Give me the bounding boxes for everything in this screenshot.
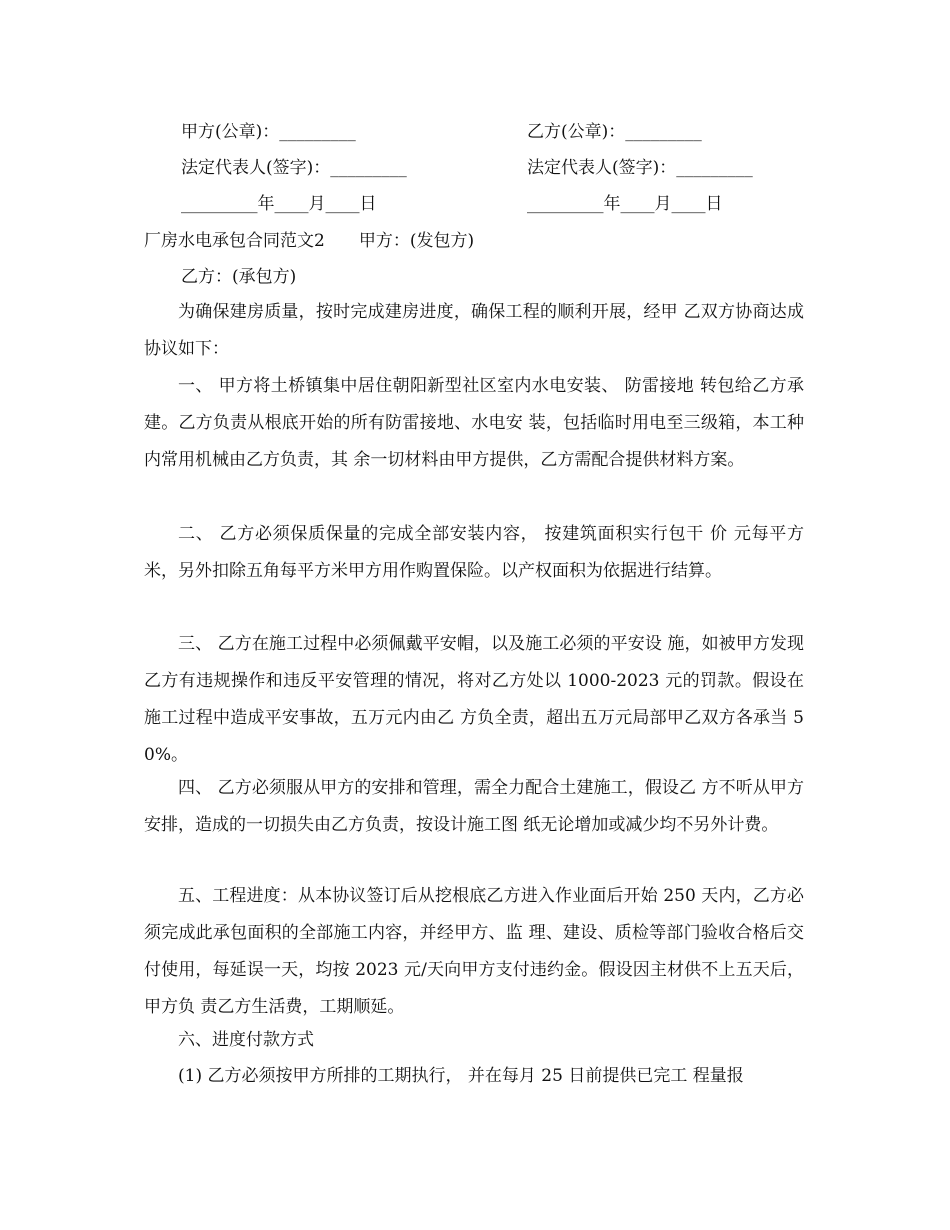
party-a-date: _________年____月____日 (181, 194, 377, 214)
party-a-seal: 甲方(公章)：_________ (181, 122, 356, 142)
party-a-representative: 法定代表人(签字)：_________ (181, 158, 407, 178)
party-b-label: 乙方：(承包方) (181, 267, 297, 287)
paragraph-clause-3: 三、 乙方在施工过程中必须佩戴平安帽，以及施工必须的平安设 施，如被甲方发现乙方有违规操作和违反平安管理的情况，将对乙方处以 1000-2023 元的罚款。假设在施工过程中造成平安事故，五万元内由乙 方负全责，超出五万元局部甲乙双方各承当 50%。 (144, 634, 804, 765)
contract-title: 厂房水电承包合同范文2 甲方：(发包方) (144, 231, 475, 251)
party-b-date: _________年____月____日 (527, 194, 723, 214)
paragraph-clause-6-1: (1) 乙方必须按甲方所排的工期执行， 并在每月 25 日前提供已完工 程量报 (178, 1066, 744, 1086)
paragraph-intro: 为确保建房质量，按时完成建房进度，确保工程的顺利开展，经甲 乙双方协商达成协议如下： (144, 302, 804, 359)
paragraph-clause-6-heading: 六、进度付款方式 (178, 1030, 314, 1050)
paragraph-clause-5: 五、工程进度：从本协议签订后从挖根底乙方进入作业面后开始 250 天内，乙方必须完成此承包面积的全部施工内容，并经甲方、监 理、建设、质检等部门验收合格后交付使用，每延误一天，均按 2023 元/天向甲方支付违约金。假设因主材供不上五天后，甲方负 责乙方生活费，工期顺延。 (144, 886, 804, 1017)
paragraph-clause-2: 二、 乙方必须保质保量的完成全部安装内容， 按建筑面积实行包干 价 元每平方米，另外扣除五角每平方米甲方用作购置保险。以产权面积为依据进行结算。 (144, 524, 804, 581)
paragraph-clause-1: 一、 甲方将土桥镇集中居住朝阳新型社区室内水电安装、 防雷接地 转包给乙方承建。乙方负责从根底开始的所有防雷接地、水电安 装，包括临时用电至三级箱，本工种内常用机械由乙方负责，其 余一切材料由甲方提供，乙方需配合提供材料方案。 (144, 376, 804, 470)
party-b-seal: 乙方(公章)：_________ (527, 122, 702, 142)
paragraph-clause-4: 四、 乙方必须服从甲方的安排和管理，需全力配合土建施工，假设乙 方不听从甲方安排，造成的一切损失由乙方负责，按设计施工图 纸无论增加或减少均不另外计费。 (144, 778, 804, 835)
party-b-representative: 法定代表人(签字)：_________ (527, 158, 753, 178)
